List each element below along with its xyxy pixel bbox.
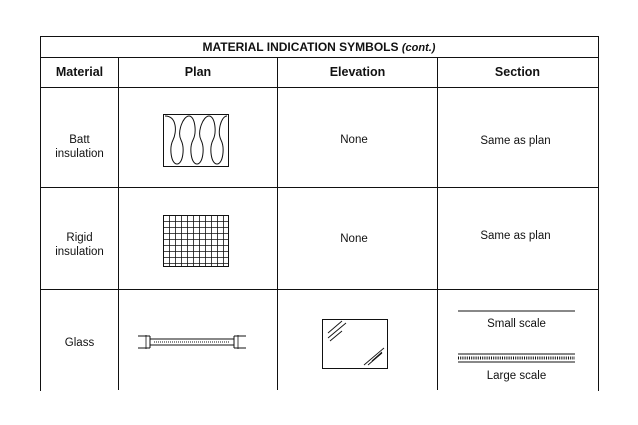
column-divider-3: [437, 57, 438, 390]
column-divider-1: [118, 57, 119, 390]
section-large-scale-label: Large scale: [486, 370, 547, 382]
material-label-batt: [41, 133, 118, 161]
table-title: [40, 37, 598, 57]
section-batt: Same as plan: [480, 135, 551, 147]
elevation-batt: None: [340, 134, 368, 146]
batt-insulation-plan-symbol: [163, 114, 229, 167]
column-divider-2: [277, 57, 278, 390]
header-plan: Plan: [184, 65, 212, 79]
material-label-rigid-line2: insulation: [55, 246, 104, 258]
rigid-insulation-plan-symbol: [163, 215, 229, 267]
material-label-batt-line1: Batt: [69, 134, 90, 146]
glass-elevation-symbol: [322, 319, 388, 369]
elevation-rigid: None: [340, 233, 368, 245]
table-title-suffix: (cont.): [401, 42, 436, 54]
glass-plan-symbol: [138, 335, 246, 349]
material-label-rigid-line1: Rigid: [66, 232, 93, 244]
section-rigid: Same as plan: [480, 230, 551, 242]
row-divider-1: [40, 187, 598, 188]
header-divider: [40, 87, 598, 88]
row-divider-2: [40, 289, 598, 290]
material-symbols-table: [40, 36, 599, 391]
glass-section-small-scale-line: [458, 310, 575, 312]
material-label-batt-line2: insulation: [55, 148, 104, 160]
section-small-scale-label: Small scale: [487, 318, 546, 330]
glass-section-large-scale-symbol: [458, 353, 575, 363]
header-material: Material: [55, 65, 104, 79]
header-section: Section: [494, 65, 541, 79]
material-label-rigid: [41, 231, 118, 259]
header-elevation: Elevation: [329, 65, 386, 79]
material-label-glass: Glass: [64, 337, 95, 349]
table-title-text: MATERIAL INDICATION SYMBOLS: [202, 40, 399, 54]
